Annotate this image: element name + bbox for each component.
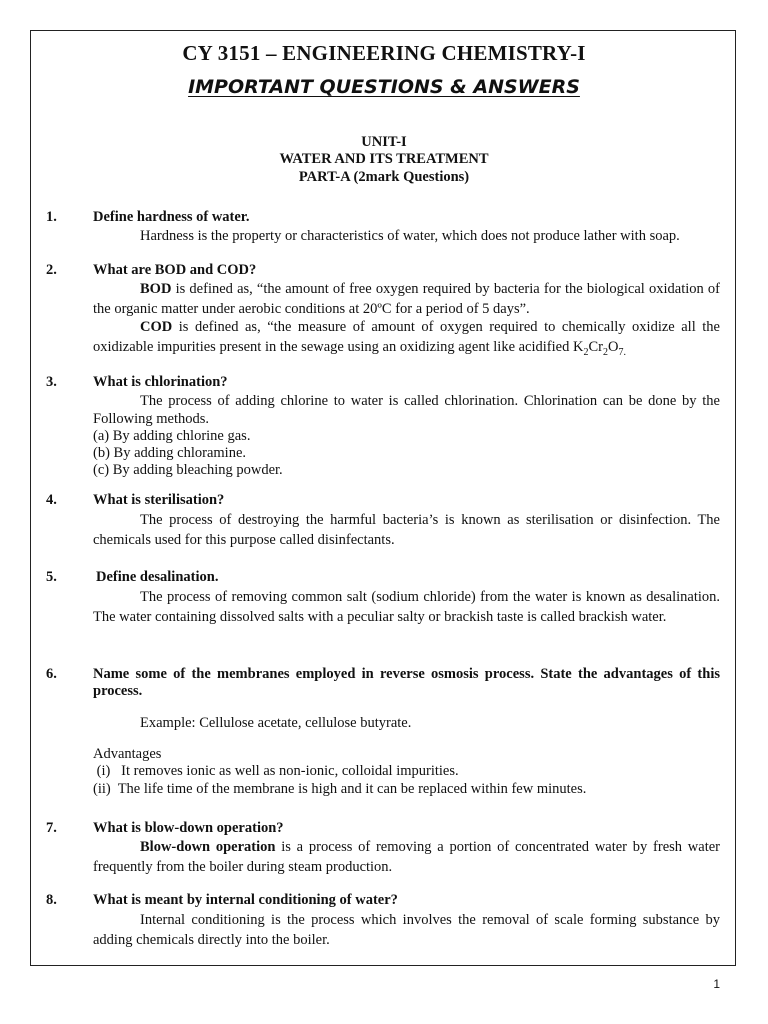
answer-cod [93, 318, 720, 362]
answer-text: The process of adding chlorine to water is called chlorination. Chlorination can be done by the Following methods. [93, 393, 720, 427]
question-number: 2. [46, 262, 57, 278]
list-item: (ii) The life time of the membrane is high and it can be replaced within few minutes. [93, 781, 587, 797]
question-number: 1. [46, 209, 57, 225]
formula-part: O [607, 338, 619, 355]
unit-name: WATER AND ITS TREATMENT [279, 151, 489, 167]
answer-text: Hardness is the property or characteristics of water, which does not produce lather with soap. [140, 228, 680, 244]
list-item: (a) By adding chlorine gas. [93, 428, 251, 444]
question-text: Define hardness of water. [93, 209, 250, 225]
answer-text: The process of destroying the harmful bacteria’s is known as sterilisation or disinfection. The chemicals used for this purpose called disinfectants. [93, 512, 720, 548]
question-text: Name some of the membranes employed in reverse osmosis process. State the advantages of this process. [93, 666, 720, 699]
question-text: What is chlorination? [93, 374, 228, 390]
list-item: (i) It removes ionic as well as non-ionic, colloidal impurities. [93, 763, 459, 779]
answer-text: Internal conditioning is the process which involves the removal of scale forming substance by adding chemicals directly into the boiler. [93, 912, 720, 948]
formula-subscript: 2 [602, 346, 608, 358]
part-label: PART-A (2mark Questions) [298, 169, 470, 185]
list-item: (b) By adding chloramine. [93, 445, 247, 461]
example-text: Example: Cellulose acetate, cellulose butyrate. [140, 715, 412, 731]
answer-bod [93, 280, 720, 319]
question-number: 7. [46, 820, 57, 836]
list-item: (c) By adding bleaching powder. [93, 462, 283, 478]
unit-label: UNIT-I [361, 134, 407, 150]
question-number: 6. [46, 666, 57, 682]
course-title: CY 3151 – ENGINEERING CHEMISTRY-I [182, 41, 586, 65]
answer-text [93, 838, 720, 877]
cod-term: COD [140, 319, 173, 335]
question-number: 5. [46, 569, 57, 585]
formula-subscript: 7. [618, 346, 626, 358]
page-number: 1 [713, 977, 720, 991]
definition: is a process of removing a portion of concentrated water by fresh water frequently from the boiler during steam production. [93, 839, 720, 875]
bod-term: BOD [140, 281, 172, 297]
answer-text: The process of removing common salt (sodium chloride) from the water is known as desalination. The water containing dissolved salts with a peculiar salty or brackish taste is called brackish water. [93, 589, 720, 625]
question-number: 3. [46, 374, 57, 390]
document-subtitle: IMPORTANT QUESTIONS & ANSWERS [188, 76, 580, 98]
formula-part: Cr [588, 338, 603, 355]
question-text: What is sterilisation? [93, 492, 225, 508]
question-number: 4. [46, 492, 57, 508]
formula-subscript: 2 [583, 346, 589, 358]
term: Blow-down operation [140, 839, 276, 855]
question-text: What is blow-down operation? [93, 820, 284, 836]
question-text: What is meant by internal conditioning of water? [93, 892, 398, 908]
bod-definition: is defined as, “the amount of free oxygen required by bacteria for the biological oxidation of the organic matter under aerobic conditions at 20ºC for a period of 5 days”. [93, 281, 720, 317]
advantages-label: Advantages [93, 746, 162, 762]
question-text: What are BOD and COD? [93, 262, 257, 278]
question-number: 8. [46, 892, 57, 908]
question-text: Define desalination. [96, 569, 219, 585]
cod-definition: is defined as, “the measure of amount of oxygen required to chemically oxidize all the oxidizable impurities present in the sewage using an oxidizing agent like acidified K [93, 319, 720, 355]
